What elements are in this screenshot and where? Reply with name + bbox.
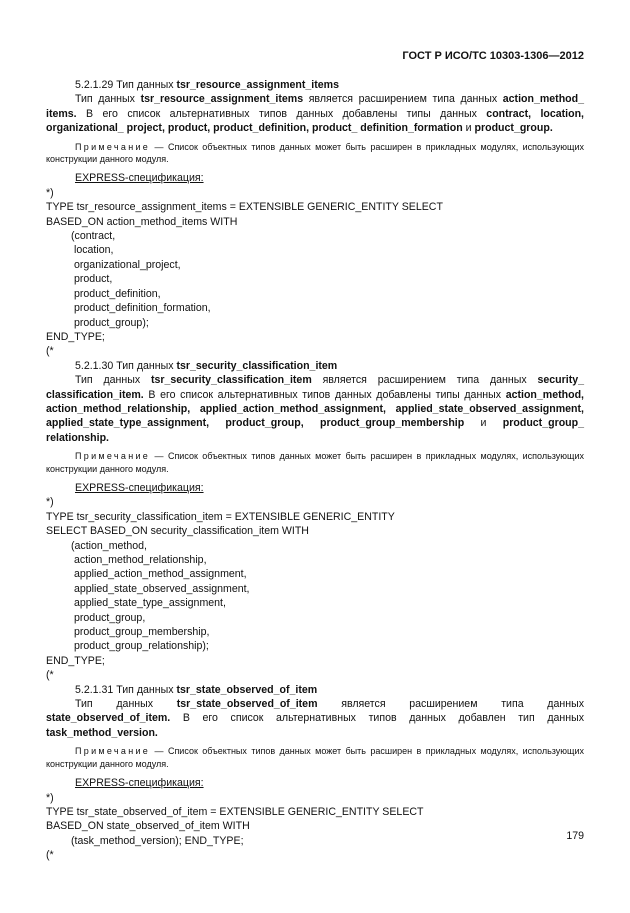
- text-run: В его список альтернативных типов данных добавлены типы данных: [76, 107, 487, 120]
- section-heading: [46, 683, 584, 697]
- code-line: TYPE tsr_state_observed_of_item = EXTENSIBLE GENERIC_ENTITY SELECT: [46, 805, 424, 818]
- code-line: product,: [74, 273, 113, 286]
- type-name: state_observed_of_item.: [46, 712, 171, 725]
- code-line: organizational_project,: [74, 258, 181, 271]
- code-line: (task_method_version); END_TYPE;: [71, 834, 244, 847]
- code-line: SELECT BASED_ON security_classification_item WITH: [46, 525, 309, 538]
- note: [46, 450, 584, 475]
- code-line: BASED_ON state_observed_of_item WITH: [46, 820, 250, 833]
- text-run: и: [462, 122, 475, 135]
- express-heading: EXPRESS-спецификация:: [75, 172, 204, 185]
- text-run: Тип данных: [75, 698, 177, 711]
- code-line: applied_state_observed_assignment,: [74, 582, 250, 595]
- type-list: contract, location, organizational_ project, product, product_definition, product_ definition_formation: [46, 107, 585, 135]
- section-paragraph: [46, 373, 584, 445]
- code-line: product_definition,: [74, 287, 161, 300]
- type-name: tsr_security_classification_item: [150, 374, 312, 387]
- code-line: TYPE tsr_resource_assignment_items = EXTENSIBLE GENERIC_ENTITY SELECT: [46, 201, 443, 214]
- note: [46, 745, 584, 770]
- code-line: applied_action_method_assignment,: [74, 568, 247, 581]
- type-name: tsr_resource_assignment_items: [140, 93, 304, 106]
- code-line: *): [46, 791, 54, 804]
- section-paragraph: [46, 92, 584, 135]
- express-heading: EXPRESS-спецификация:: [75, 481, 204, 494]
- type-name: action_method_ items.: [46, 93, 584, 120]
- code-line: product_definition_formation,: [74, 302, 211, 315]
- standard-header: ГОСТ Р ИСО/ТС 10303-1306—2012: [402, 50, 584, 62]
- code-line: END_TYPE;: [46, 330, 105, 343]
- code-line: location,: [74, 244, 114, 257]
- heading-type-name: tsr_resource_assignment_items: [176, 79, 339, 91]
- code-line: *): [46, 186, 54, 199]
- code-line: END_TYPE;: [46, 654, 105, 667]
- note-label: Примечание: [75, 141, 151, 152]
- heading-prefix: 5.2.1.29 Тип данных: [75, 79, 177, 91]
- code-line: (*: [46, 345, 54, 358]
- type-name: product_group.: [474, 122, 553, 135]
- code-line: BASED_ON action_method_items WITH: [46, 215, 238, 228]
- code-line: (contract,: [71, 230, 116, 243]
- section-heading: [46, 78, 584, 92]
- text-run: Тип данных: [75, 93, 141, 106]
- type-name: product_group_ relationship.: [46, 417, 584, 444]
- text-run: является расширением типа данных: [311, 374, 538, 387]
- code-line: product_group,: [74, 611, 146, 624]
- code-line: (action_method,: [71, 539, 147, 552]
- type-list: action_method, action_method_relationship, applied_action_method_assignment, applied_state_observed_assignment, applied_state_type_assignment, product_group, product_group_membership: [46, 388, 584, 430]
- section-heading: [46, 359, 584, 373]
- document-body: [46, 78, 584, 863]
- code-line: TYPE tsr_security_classification_item = EXTENSIBLE GENERIC_ENTITY: [46, 510, 395, 523]
- text-run: В его список альтернативных типов данных добавлены типы данных: [143, 388, 506, 401]
- page-number: 179: [566, 830, 584, 842]
- note-text: — Список объектных типов данных может быть расширен в прикладных модулях, использующих конструкции данного модуля.: [46, 141, 584, 165]
- note-label: Примечание: [75, 451, 151, 462]
- type-name: task_method_version.: [46, 726, 158, 739]
- code-line: applied_state_type_assignment,: [74, 597, 226, 610]
- text-run: является расширением типа данных: [317, 698, 584, 711]
- code-line: product_group);: [74, 316, 149, 329]
- code-line: (*: [46, 849, 54, 862]
- code-line: action_method_relationship,: [74, 554, 207, 566]
- type-name: security_ classification_item.: [46, 374, 585, 401]
- code-line: product_group_membership,: [74, 626, 210, 639]
- heading-prefix: 5.2.1.31 Тип данных: [75, 683, 177, 696]
- text-run: является расширением типа данных: [303, 93, 503, 106]
- heading-type-name: tsr_state_observed_of_item: [176, 683, 318, 696]
- type-name: tsr_state_observed_of_item: [176, 698, 318, 711]
- note-text: — Список объектных типов данных может быть расширен в прикладных модулях, использующих конструкции данного модуля.: [46, 746, 584, 769]
- heading-prefix: 5.2.1.30 Тип данных: [75, 359, 177, 372]
- text-run: В его список альтернативных типов данных добавлен тип данных: [170, 712, 584, 725]
- code-line: product_group_relationship);: [74, 640, 209, 653]
- express-heading: EXPRESS-спецификация:: [75, 777, 204, 790]
- code-line: (*: [46, 669, 54, 682]
- text-run: Тип данных: [75, 374, 151, 387]
- section-paragraph: [46, 697, 584, 740]
- heading-type-name: tsr_security_classification_item: [176, 359, 338, 372]
- code-line: *): [46, 496, 54, 509]
- note-label: Примечание: [75, 746, 151, 757]
- text-run: и: [464, 417, 503, 430]
- note-text: — Список объектных типов данных может быть расширен в прикладных модулях, использующих конструкции данного модуля.: [46, 451, 584, 474]
- note: [46, 141, 584, 166]
